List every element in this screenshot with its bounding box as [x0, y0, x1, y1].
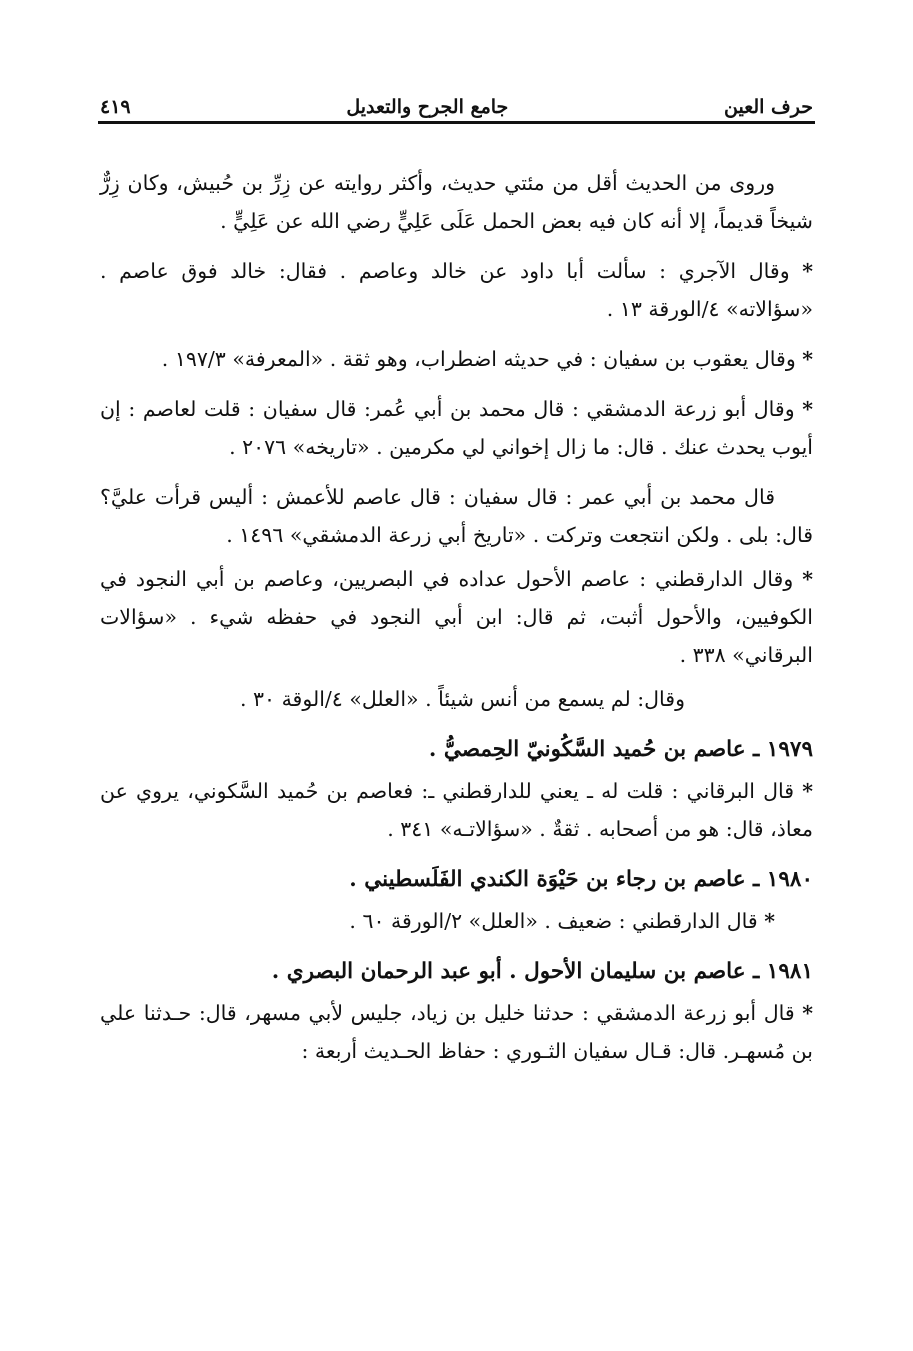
paragraph-text: وقال الدارقطني : عاصم الأحول عداده في البصريين، وعاصم بن أبي النجود في الكوفيين، والأحول أثبت، ثم قال: ابن أبي النجود في حفظه شيء . «سؤالات البرقاني» ٣٣٨ .: [100, 567, 813, 667]
asterisk-marker: *: [802, 567, 813, 591]
asterisk-marker: *: [764, 909, 775, 933]
asterisk-marker: *: [802, 1001, 813, 1025]
book-title: جامع الجرح والتعديل: [346, 96, 509, 118]
asterisk-marker: *: [802, 347, 813, 371]
paragraph: [100, 340, 813, 378]
paragraph: وقال: لم يسمع من أنس شيئاً . «العلل» ٤/الوقة ٣٠ .: [239, 687, 685, 711]
paragraph-text: وقال يعقوب بن سفيان : في حديثه اضطراب، وهو ثقة . «المعرفة» ١٩٧/٣ .: [161, 347, 796, 371]
paragraph: قال محمد بن أبي عمر : قال سفيان : قال عاصم للأعمش : أليس قرأت عليَّ؟ قال: بلى . ولكن انتجعت وتركت . «تاريخ أبي زرعة الدمشقي» ١٤٩٦ .: [100, 485, 813, 547]
header-rule: [98, 121, 815, 124]
asterisk-marker: *: [802, 779, 813, 803]
paragraph-text: قال البرقاني : قلت له ـ يعني للدارقطني ـ: فعاصم بن حُميد السَّكوني، يروي عن معاذ، قال: هو من أصحابه . ثقةٌ . «سؤالاتـه» ٣٤١ .: [100, 779, 813, 841]
chapter-title: حرف العين: [724, 96, 813, 118]
paragraph: [100, 772, 813, 848]
asterisk-marker: *: [802, 259, 813, 283]
entry-heading-1979: ١٩٧٩ ـ عاصم بن حُميد السَّكُونيّ الحِمصيُّ .: [428, 737, 813, 762]
page-number: ٤١٩: [100, 96, 131, 118]
paragraph-text: وقال أبو زرعة الدمشقي : قال محمد بن أبي عُمر: قال سفيان : قلت لعاصم : إن أيوب يحدث عنك . قال: ما زال إخواني لي مكرمين . «تاريخه» ٢٠٧٦ .: [100, 397, 813, 459]
paragraph: [100, 252, 813, 328]
paragraph: وروى من الحديث أقل من مئتي حديث، وأكثر روايته عن زِرِّ بن حُبيش، وكان زِرٌّ شيخاً قديماً، إلا أنه كان فيه بعض الحمل عَلَى عَلِيٍّ رضي الله عن عَلِيٍّ .: [100, 171, 813, 233]
page-header: [100, 84, 813, 118]
asterisk-marker: *: [802, 397, 813, 421]
paragraph-text: قال أبو زرعة الدمشقي : حدثنا خليل بن زياد، جليس لأبي مسهر، قال: حـدثنا علي بن مُسهـر. قال: قـال سفيان الثـوري : حفاظ الحـديث أربعة :: [100, 1001, 813, 1063]
page-body: [100, 164, 813, 1082]
paragraph-text: قال الدارقطني : ضعيف . «العلل» ٢/الورقة ٦٠ .: [349, 909, 758, 933]
paragraph-text: وقال الآجري : سألت أبا داود عن خالد وعاصم . فقال: خالد فوق عاصم . «سؤالاته» ٤/الورقة ١٣ .: [100, 259, 813, 321]
entry-heading-1980: ١٩٨٠ ـ عاصم بن رجاء بن حَيْوَة الكندي الفَلَسطيني .: [349, 867, 813, 892]
paragraph: [100, 994, 813, 1070]
entry-heading-1981: ١٩٨١ ـ عاصم بن سليمان الأحول . أبو عبد الرحمان البصري .: [271, 959, 813, 984]
paragraph: [100, 902, 775, 940]
paragraph: [100, 560, 813, 674]
paragraph: [100, 390, 813, 466]
